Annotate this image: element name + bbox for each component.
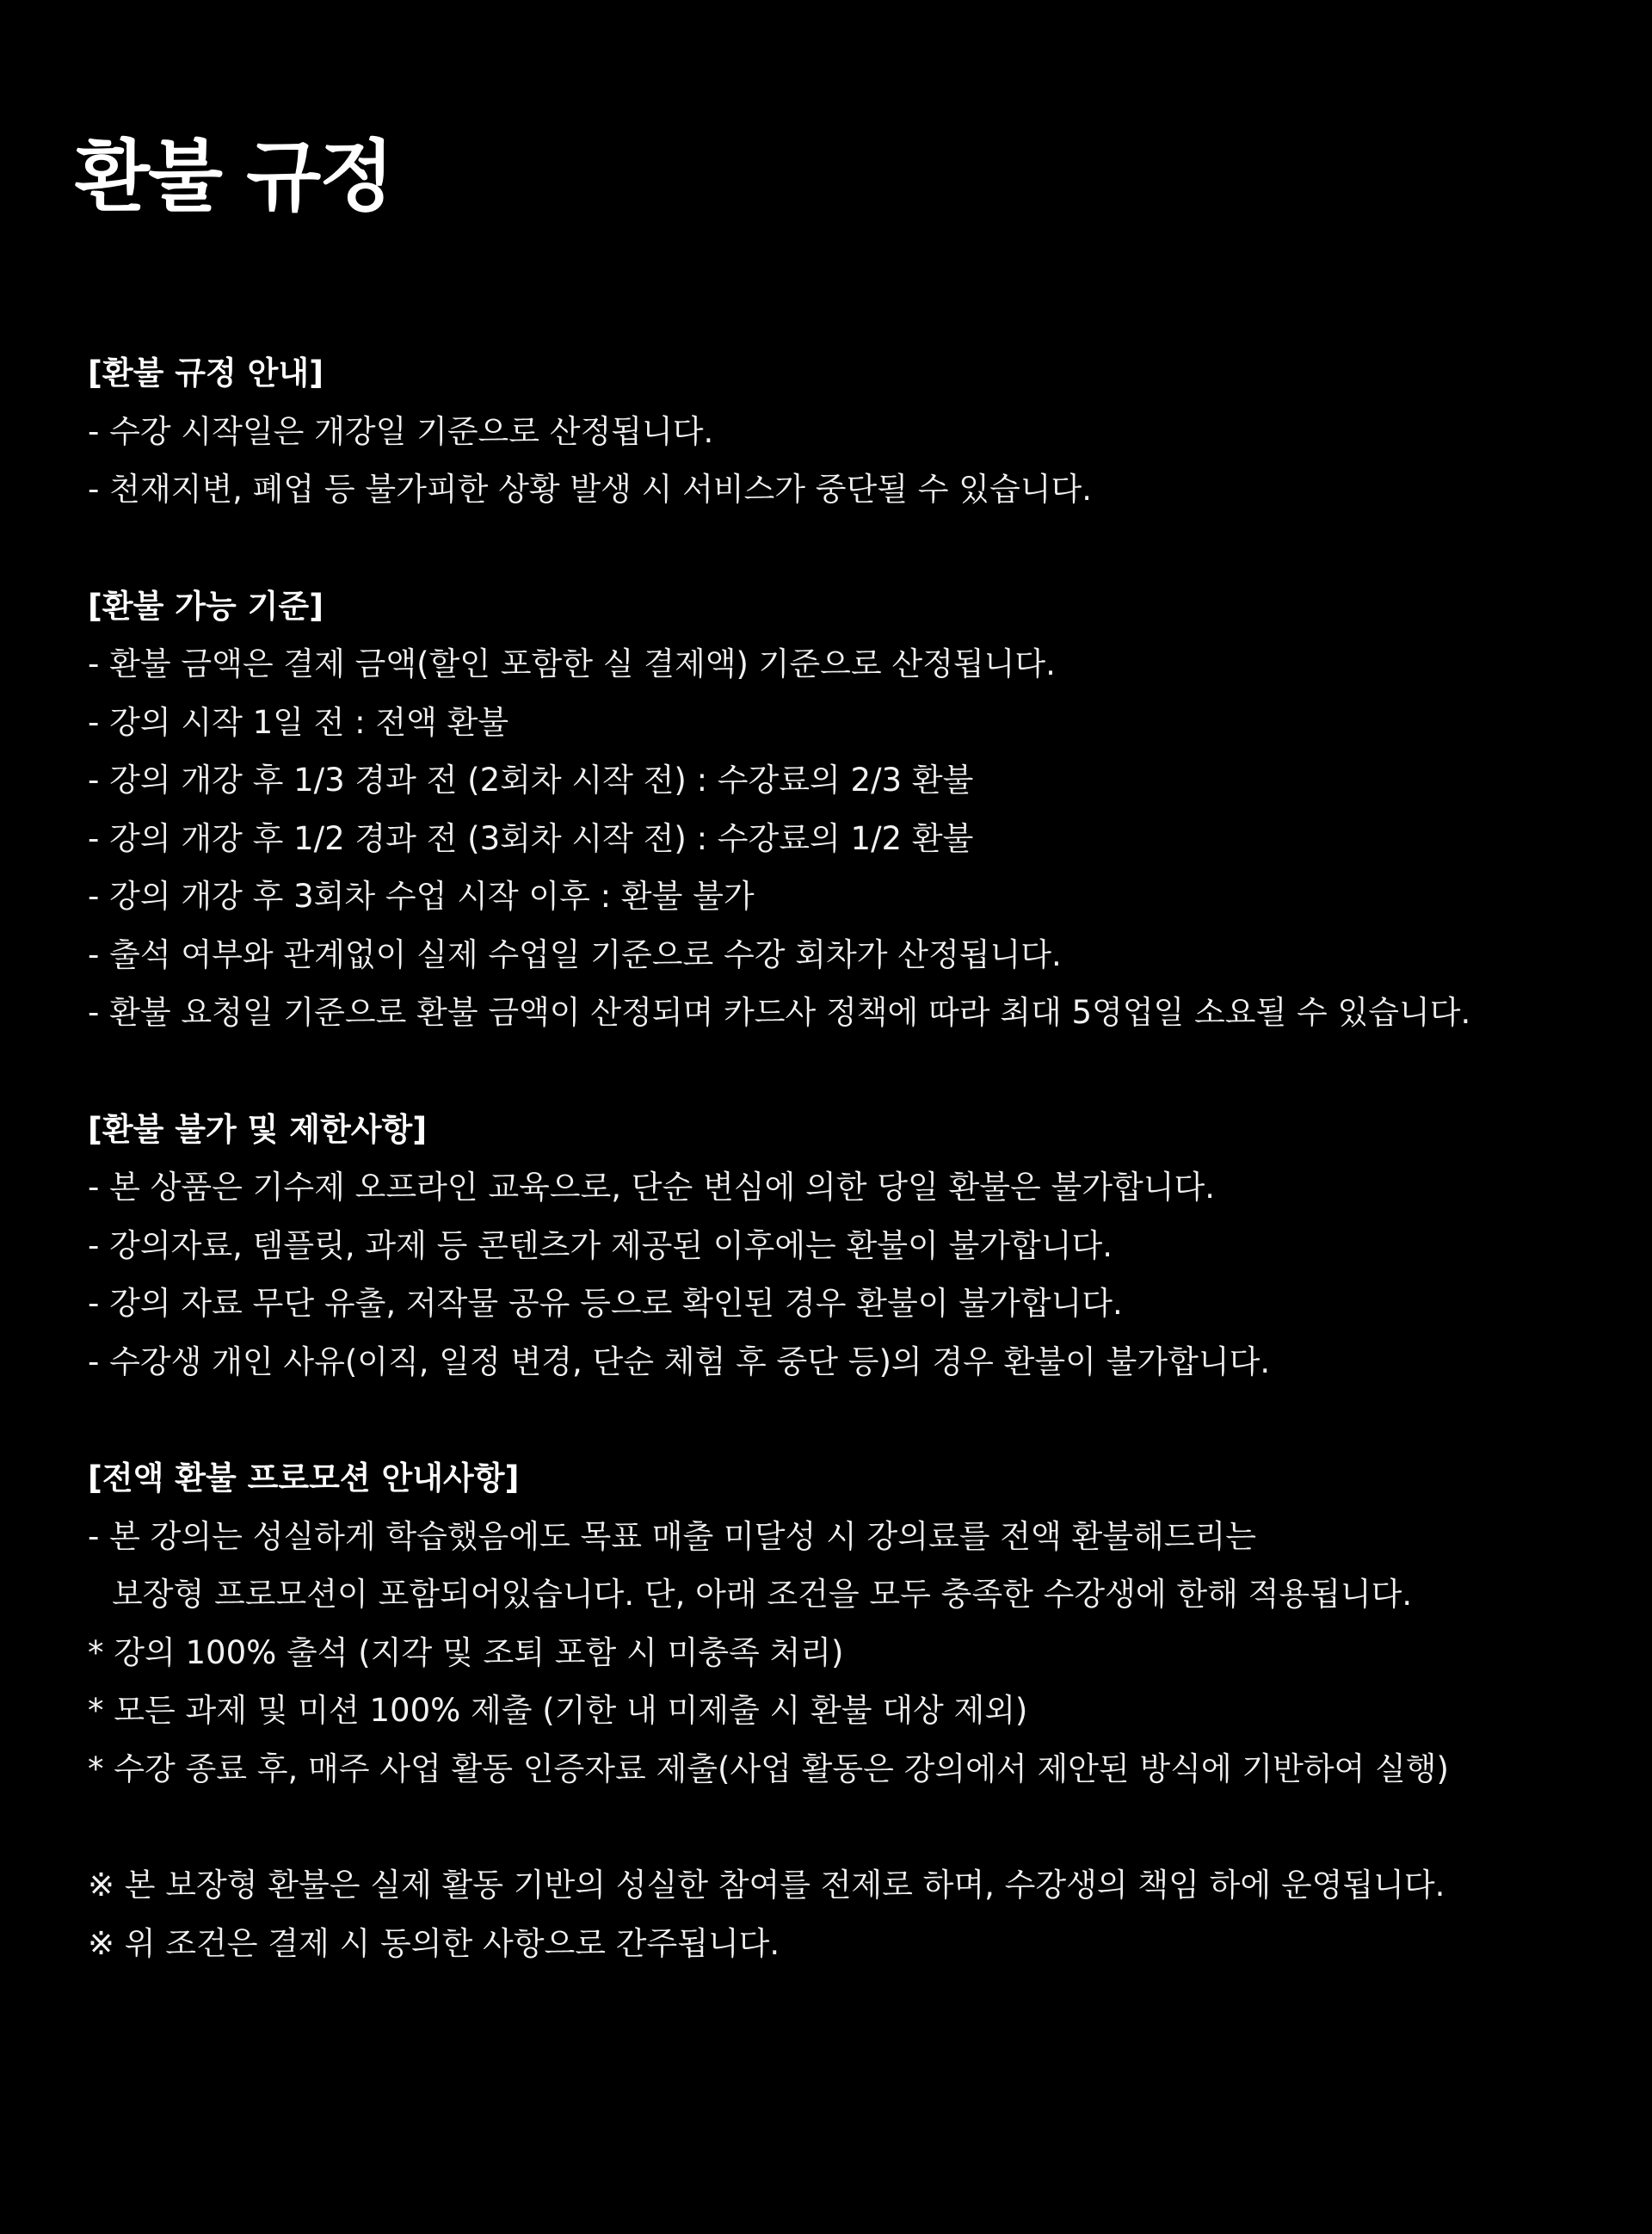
condition-item: * 강의 100% 출석 (지각 및 조퇴 포함 시 미충족 처리) xyxy=(88,1633,844,1671)
policy-line: - 천재지변, 폐업 등 불가피한 상황 발생 시 서비스가 중단될 수 있습니다. xyxy=(88,471,1093,508)
policy-line: - 본 강의는 성실하게 학습했음에도 목표 매출 미달성 시 강의료를 전액 환불해드리는 xyxy=(88,1517,1256,1555)
policy-line: - 강의 개강 후 1/2 경과 전 (3회차 시작 전) : 수강료의 1/2 환불 xyxy=(88,819,974,857)
policy-line: - 강의 개강 후 3회차 수업 시작 이후 : 환불 불가 xyxy=(88,878,755,915)
section-heading: [환불 가능 기준] xyxy=(88,587,324,625)
policy-line-continuation: 보장형 프로모션이 포함되어있습니다. 단, 아래 조건을 모두 충족한 수강생에 한해 적용됩니다. xyxy=(112,1576,1413,1613)
section-refund-eligibility xyxy=(88,577,1619,1042)
condition-item: * 모든 과제 및 미션 100% 제출 (기한 내 미제출 시 환불 대상 제외) xyxy=(88,1692,1028,1729)
policy-line: - 환불 금액은 결제 금액(할인 포함한 실 결제액) 기준으로 산정됩니다. xyxy=(88,645,1056,682)
policy-line: - 출석 여부와 관계없이 실제 수업일 기준으로 수강 회차가 산정됩니다. xyxy=(88,935,1062,973)
condition-item: * 수강 종료 후, 매주 사업 활동 인증자료 제출(사업 활동은 강의에서 제안된 방식에 기반하여 실행) xyxy=(88,1750,1449,1787)
policy-line: - 본 상품은 기수제 오프라인 교육으로, 단순 변심에 의한 당일 환불은 불가합니다. xyxy=(88,1169,1215,1206)
policy-line: - 강의자료, 템플릿, 과제 등 콘텐츠가 제공된 이후에는 환불이 불가합니다. xyxy=(88,1226,1113,1264)
refund-policy-content xyxy=(88,344,1619,1972)
section-heading: [전액 환불 프로모션 안내사항] xyxy=(88,1460,520,1497)
policy-line: - 환불 요청일 기준으로 환불 금액이 산정되며 카드사 정책에 따라 최대 5영업일 소요될 수 있습니다. xyxy=(88,994,1471,1031)
notes xyxy=(88,1856,1619,1972)
policy-line: - 강의 시작 1일 전 : 전액 환불 xyxy=(88,703,509,741)
policy-line: - 수강 시작일은 개강일 기준으로 산정됩니다. xyxy=(88,412,714,450)
section-heading: [환불 불가 및 제한사항] xyxy=(88,1110,428,1148)
section-full-refund-promotion xyxy=(88,1449,1619,1798)
policy-line: - 수강생 개인 사유(이직, 일정 변경, 단순 체험 후 중단 등)의 경우 환불이 불가합니다. xyxy=(88,1342,1271,1380)
note-line: ※ 위 조건은 결제 시 동의한 사항으로 간주됩니다. xyxy=(88,1924,780,1962)
policy-line: - 강의 개강 후 1/3 경과 전 (2회차 시작 전) : 수강료의 2/3 환불 xyxy=(88,762,974,799)
section-heading: [환불 규정 안내] xyxy=(88,355,324,392)
section-refund-policy-guide xyxy=(88,344,1619,519)
section-refund-restrictions xyxy=(88,1101,1619,1392)
page-title: 환불 규정 xyxy=(75,132,393,222)
policy-line: - 강의 자료 무단 유출, 저작물 공유 등으로 확인된 경우 환불이 불가합니다. xyxy=(88,1285,1123,1322)
note-line: ※ 본 보장형 환불은 실제 활동 기반의 성실한 참여를 전제로 하며, 수강생의 책임 하에 운영됩니다. xyxy=(88,1867,1446,1904)
